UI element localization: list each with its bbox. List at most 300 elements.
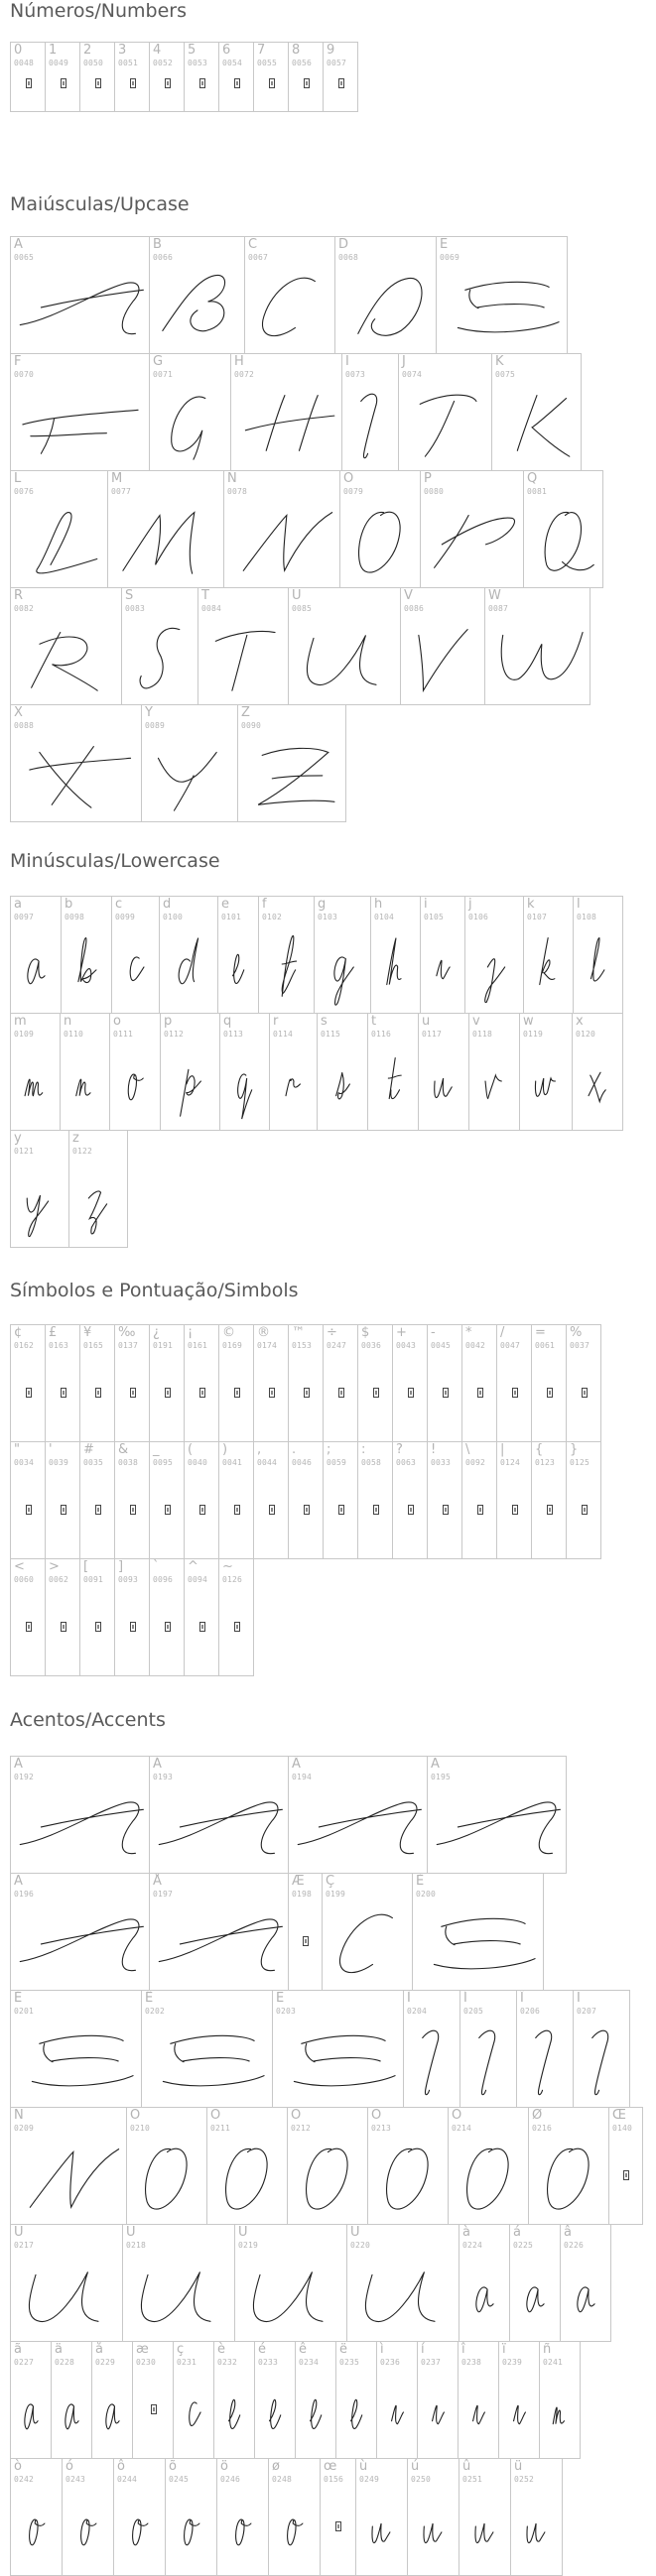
glyph-cell-0108[interactable] bbox=[573, 896, 623, 1014]
script-glyph-v bbox=[401, 588, 485, 705]
script-glyph-b bbox=[62, 897, 112, 1014]
glyph-cell-0234[interactable] bbox=[295, 2341, 336, 2459]
glyph-cell-0045[interactable] bbox=[427, 1324, 462, 1442]
glyph-cell-0162[interactable] bbox=[10, 1324, 46, 1442]
glyph-cell-0123[interactable] bbox=[531, 1441, 567, 1559]
glyph-cell-0206[interactable] bbox=[516, 1990, 574, 2108]
glyph-cell-0137[interactable] bbox=[114, 1324, 150, 1442]
script-glyph-e bbox=[142, 1991, 273, 2108]
glyph-cell-0191[interactable] bbox=[149, 1324, 185, 1442]
script-glyph-o bbox=[340, 471, 421, 588]
glyph-char-label: S bbox=[125, 588, 134, 603]
glyph-cell-0195[interactable] bbox=[427, 1756, 567, 1874]
glyph-code-label: 0104 bbox=[374, 913, 395, 921]
script-glyph-e bbox=[214, 2342, 255, 2459]
glyph-cell-0106[interactable] bbox=[464, 896, 524, 1014]
glyph-cell-0225[interactable] bbox=[509, 2224, 561, 2342]
glyph-char-label: U bbox=[292, 588, 302, 603]
glyph-cell-0033[interactable] bbox=[427, 1441, 462, 1559]
glyph-code-label: 0195 bbox=[431, 1773, 452, 1781]
glyph-cell-0163[interactable] bbox=[45, 1324, 80, 1442]
glyph-cell-0224[interactable] bbox=[459, 2224, 510, 2342]
script-glyph-b bbox=[150, 237, 245, 354]
script-glyph-e bbox=[437, 237, 568, 354]
glyph-stroke bbox=[372, 2523, 390, 2542]
glyph-cell-0198[interactable] bbox=[288, 1873, 323, 1991]
glyph-cell-0067[interactable] bbox=[244, 236, 335, 354]
script-glyph-a bbox=[11, 1874, 150, 1991]
glyph-code-label: 0199 bbox=[326, 1890, 346, 1899]
glyph-cell-0038[interactable] bbox=[114, 1441, 150, 1559]
glyph-cell-0125[interactable] bbox=[566, 1441, 601, 1559]
glyph-cell-0204[interactable] bbox=[403, 1990, 460, 2108]
glyph-cell-0247[interactable] bbox=[323, 1324, 358, 1442]
glyph-code-label: 0212 bbox=[291, 2124, 312, 2133]
glyph-cell-0211[interactable] bbox=[206, 2107, 288, 2225]
glyph-char-label: | bbox=[500, 1442, 505, 1457]
glyph-cell-0220[interactable] bbox=[346, 2224, 459, 2342]
glyph-stroke bbox=[307, 635, 376, 684]
glyph-char-label: n bbox=[64, 1014, 72, 1029]
glyph-cell-0085[interactable] bbox=[288, 587, 401, 705]
glyph-cell-0238[interactable] bbox=[458, 2341, 499, 2459]
glyph-stroke bbox=[458, 282, 559, 332]
glyph-char-label: ü bbox=[514, 2459, 523, 2474]
glyph-cell-0041[interactable] bbox=[218, 1441, 254, 1559]
glyph-cell-0071[interactable] bbox=[149, 353, 231, 471]
glyph-cell-0078[interactable] bbox=[223, 470, 340, 588]
glyph-code-label: 0039 bbox=[49, 1458, 69, 1467]
glyph-code-label: 0084 bbox=[201, 604, 222, 613]
glyph-code-label: 0112 bbox=[164, 1030, 185, 1039]
glyph-cell-0042[interactable] bbox=[461, 1324, 497, 1442]
glyph-cell-0210[interactable] bbox=[126, 2107, 207, 2225]
glyph-stroke bbox=[128, 1074, 143, 1100]
glyph-cell-0112[interactable] bbox=[160, 1013, 220, 1131]
glyph-cell-0070[interactable] bbox=[10, 353, 150, 471]
glyph-stroke bbox=[20, 283, 143, 334]
glyph-cell-0228[interactable] bbox=[51, 2341, 92, 2459]
glyph-cell-0080[interactable] bbox=[420, 470, 524, 588]
glyph-code-label: 0107 bbox=[527, 913, 548, 921]
glyph-cell-0096[interactable] bbox=[149, 1558, 185, 1676]
glyph-cell-0099[interactable] bbox=[111, 896, 160, 1014]
glyph-cell-0091[interactable] bbox=[79, 1558, 115, 1676]
script-glyph-o bbox=[110, 1014, 161, 1131]
glyph-cell-0055[interactable] bbox=[253, 42, 289, 112]
glyph-cell-0046[interactable] bbox=[288, 1441, 324, 1559]
glyph-cell-0118[interactable] bbox=[468, 1013, 520, 1131]
glyph-cell-0232[interactable] bbox=[213, 2341, 255, 2459]
glyph-cell-0076[interactable] bbox=[10, 470, 108, 588]
glyph-cell-0174[interactable] bbox=[253, 1324, 289, 1442]
glyph-cell-0079[interactable] bbox=[339, 470, 421, 588]
glyph-char-label: T bbox=[201, 588, 209, 603]
glyph-cell-0090[interactable] bbox=[237, 704, 346, 822]
glyph-cell-0052[interactable] bbox=[149, 42, 185, 112]
glyph-code-label: 0038 bbox=[118, 1458, 139, 1467]
glyph-cell-0203[interactable] bbox=[272, 1990, 404, 2108]
glyph-char-label: > bbox=[49, 1559, 60, 1574]
glyph-cell-0103[interactable] bbox=[314, 896, 371, 1014]
glyph-cell-0244[interactable] bbox=[113, 2458, 166, 2576]
glyph-cell-0196[interactable] bbox=[10, 1873, 150, 1991]
glyph-cell-0053[interactable] bbox=[184, 42, 219, 112]
script-glyph-u bbox=[419, 1014, 469, 1131]
script-glyph-a bbox=[459, 2225, 510, 2342]
glyph-cell-0039[interactable] bbox=[45, 1441, 80, 1559]
glyph-cell-0065[interactable] bbox=[10, 236, 150, 354]
glyph-cell-0058[interactable] bbox=[357, 1441, 393, 1559]
missing-glyph-icon bbox=[582, 1505, 588, 1515]
glyph-cell-0213[interactable] bbox=[367, 2107, 449, 2225]
glyph-char-label: N bbox=[227, 471, 237, 486]
glyph-code-label: 0087 bbox=[488, 604, 509, 613]
glyph-cell-0047[interactable] bbox=[496, 1324, 532, 1442]
glyph-cell-0233[interactable] bbox=[254, 2341, 296, 2459]
glyph-cell-0059[interactable] bbox=[323, 1441, 358, 1559]
glyph-cell-0245[interactable] bbox=[165, 2458, 217, 2576]
glyph-char-label: æ bbox=[136, 2342, 149, 2357]
glyph-cell-0057[interactable] bbox=[323, 42, 358, 112]
glyph-code-label: 0035 bbox=[83, 1458, 104, 1467]
missing-glyph-icon bbox=[199, 78, 205, 88]
glyph-cell-0236[interactable] bbox=[376, 2341, 418, 2459]
glyph-char-label: Ô bbox=[291, 2108, 302, 2123]
glyph-cell-0241[interactable] bbox=[539, 2341, 581, 2459]
glyph-char-label: 4 bbox=[153, 43, 162, 58]
glyph-cell-0209[interactable] bbox=[10, 2107, 127, 2225]
glyph-cell-0113[interactable] bbox=[219, 1013, 270, 1131]
glyph-cell-0051[interactable] bbox=[114, 42, 150, 112]
glyph-code-label: 0057 bbox=[327, 59, 347, 67]
glyph-stroke bbox=[553, 2407, 564, 2424]
glyph-cell-0114[interactable] bbox=[269, 1013, 318, 1131]
glyph-cell-0216[interactable] bbox=[528, 2107, 609, 2225]
glyph-char-label: m bbox=[14, 1014, 27, 1029]
glyph-cell-0084[interactable] bbox=[197, 587, 289, 705]
glyph-char-label: w bbox=[523, 1014, 534, 1029]
glyph-cell-0101[interactable] bbox=[217, 896, 259, 1014]
glyph-cell-0111[interactable] bbox=[109, 1013, 161, 1131]
glyph-char-label: K bbox=[495, 354, 504, 369]
glyph-cell-0056[interactable] bbox=[288, 42, 324, 112]
glyph-cell-0242[interactable] bbox=[10, 2458, 63, 2576]
glyph-stroke bbox=[361, 394, 377, 457]
glyph-cell-0200[interactable] bbox=[412, 1873, 544, 1991]
glyph-code-label: 0123 bbox=[535, 1458, 556, 1467]
glyph-cell-0093[interactable] bbox=[114, 1558, 150, 1676]
glyph-cell-0075[interactable] bbox=[491, 353, 582, 471]
glyph-cell-0239[interactable] bbox=[498, 2341, 540, 2459]
glyph-stroke bbox=[30, 2519, 45, 2545]
glyph-code-label: 0059 bbox=[327, 1458, 347, 1467]
glyph-cell-0202[interactable] bbox=[141, 1990, 273, 2108]
section-title-upper: Maiúsculas/Upcase bbox=[10, 193, 190, 215]
script-glyph-e bbox=[218, 897, 259, 1014]
glyph-cell-0122[interactable] bbox=[68, 1130, 128, 1248]
glyph-stroke bbox=[434, 1918, 535, 1969]
glyph-cell-0036[interactable] bbox=[357, 1324, 393, 1442]
script-glyph-p bbox=[161, 1014, 220, 1131]
glyph-code-label: 0249 bbox=[359, 2475, 380, 2484]
glyph-code-label: 0083 bbox=[125, 604, 146, 613]
glyph-cell-0107[interactable] bbox=[523, 896, 574, 1014]
missing-glyph-icon bbox=[338, 78, 344, 88]
glyph-stroke bbox=[419, 630, 467, 691]
glyph-cell-0120[interactable] bbox=[572, 1013, 623, 1131]
glyph-char-label: y bbox=[14, 1131, 22, 1146]
glyph-cell-0217[interactable] bbox=[10, 2224, 123, 2342]
glyph-code-label: 0110 bbox=[64, 1030, 84, 1039]
glyph-cell-0192[interactable] bbox=[10, 1756, 150, 1874]
glyph-cell-0199[interactable] bbox=[322, 1873, 413, 1991]
glyph-cell-0193[interactable] bbox=[149, 1756, 289, 1874]
glyph-cell-0121[interactable] bbox=[10, 1130, 69, 1248]
glyph-cell-0249[interactable] bbox=[355, 2458, 408, 2576]
glyph-cell-0212[interactable] bbox=[287, 2107, 368, 2225]
glyph-cell-0066[interactable] bbox=[149, 236, 245, 354]
missing-glyph-icon bbox=[199, 1388, 205, 1398]
glyph-char-label: t bbox=[371, 1014, 377, 1029]
glyph-char-label: 0 bbox=[14, 43, 23, 58]
glyph-cell-0104[interactable] bbox=[370, 896, 421, 1014]
glyph-stroke bbox=[179, 938, 198, 984]
glyph-stroke bbox=[527, 2523, 545, 2542]
glyph-char-label: ! bbox=[431, 1442, 437, 1457]
glyph-cell-0082[interactable] bbox=[10, 587, 122, 705]
glyph-code-label: 0056 bbox=[292, 59, 313, 67]
glyph-cell-0124[interactable] bbox=[496, 1441, 532, 1559]
glyph-cell-0050[interactable] bbox=[79, 42, 115, 112]
script-glyph-q bbox=[524, 471, 603, 588]
glyph-cell-0098[interactable] bbox=[61, 896, 112, 1014]
glyph-code-label: 0044 bbox=[257, 1458, 278, 1467]
glyph-stroke bbox=[433, 2405, 445, 2423]
script-glyph-u bbox=[459, 2459, 511, 2576]
glyph-cell-0063[interactable] bbox=[392, 1441, 428, 1559]
glyph-code-label: 0061 bbox=[535, 1341, 556, 1350]
glyph-cell-0077[interactable] bbox=[107, 470, 224, 588]
glyph-code-label: 0099 bbox=[115, 913, 136, 921]
glyph-char-label: ? bbox=[396, 1442, 403, 1457]
glyph-stroke bbox=[388, 1058, 401, 1099]
missing-glyph-icon bbox=[234, 1622, 240, 1632]
glyph-cell-0102[interactable] bbox=[258, 896, 315, 1014]
glyph-cell-0094[interactable] bbox=[184, 1558, 219, 1676]
glyph-cell-0251[interactable] bbox=[459, 2458, 511, 2576]
glyph-cell-0073[interactable] bbox=[341, 353, 399, 471]
glyph-stroke bbox=[392, 2405, 404, 2423]
glyph-cell-0116[interactable] bbox=[367, 1013, 419, 1131]
glyph-cell-0207[interactable] bbox=[573, 1990, 630, 2108]
glyph-cell-0153[interactable] bbox=[288, 1324, 324, 1442]
glyph-code-label: 0210 bbox=[130, 2124, 151, 2133]
glyph-cell-0083[interactable] bbox=[121, 587, 198, 705]
glyph-cell-0087[interactable] bbox=[484, 587, 590, 705]
glyph-code-label: 0193 bbox=[153, 1773, 174, 1781]
glyph-code-label: 0055 bbox=[257, 59, 278, 67]
glyph-char-label: \ bbox=[465, 1442, 470, 1457]
glyph-cell-0252[interactable] bbox=[510, 2458, 563, 2576]
missing-glyph-icon bbox=[338, 1505, 344, 1515]
script-glyph-o bbox=[166, 2459, 217, 2576]
glyph-cell-0126[interactable] bbox=[218, 1558, 254, 1676]
script-glyph-a bbox=[150, 1757, 289, 1874]
glyph-stroke bbox=[81, 2519, 96, 2545]
glyph-char-label: / bbox=[500, 1325, 505, 1340]
script-glyph-h bbox=[371, 897, 421, 1014]
glyph-cell-0246[interactable] bbox=[216, 2458, 269, 2576]
glyph-char-label: Û bbox=[238, 2225, 248, 2240]
glyph-cell-0086[interactable] bbox=[400, 587, 485, 705]
glyph-code-label: 0119 bbox=[523, 1030, 544, 1039]
glyph-cell-0034[interactable] bbox=[10, 1441, 46, 1559]
glyph-cell-0218[interactable] bbox=[122, 2224, 235, 2342]
glyph-cell-0229[interactable] bbox=[91, 2341, 133, 2459]
glyph-cell-0044[interactable] bbox=[253, 1441, 289, 1559]
glyph-cell-0097[interactable] bbox=[10, 896, 62, 1014]
glyph-char-label: h bbox=[374, 897, 383, 912]
glyph-stroke bbox=[514, 2405, 526, 2423]
glyph-char-label: Ë bbox=[276, 1991, 285, 2006]
glyph-cell-0060[interactable] bbox=[10, 1558, 46, 1676]
glyph-cell-0054[interactable] bbox=[218, 42, 254, 112]
glyph-cell-0110[interactable] bbox=[60, 1013, 110, 1131]
glyph-stroke bbox=[27, 1195, 48, 1237]
glyph-char-label: á bbox=[513, 2225, 521, 2240]
glyph-code-label: 0054 bbox=[222, 59, 243, 67]
glyph-code-label: 0082 bbox=[14, 604, 35, 613]
script-glyph-e bbox=[413, 1874, 544, 1991]
glyph-stroke bbox=[25, 1079, 43, 1096]
glyph-cell-0235[interactable] bbox=[335, 2341, 377, 2459]
glyph-cell-0226[interactable] bbox=[560, 2224, 611, 2342]
script-glyph-a bbox=[11, 237, 150, 354]
glyph-cell-0169[interactable] bbox=[218, 1324, 254, 1442]
script-glyph-l bbox=[11, 471, 108, 588]
glyph-cell-0194[interactable] bbox=[288, 1756, 428, 1874]
glyph-cell-0140[interactable] bbox=[608, 2107, 643, 2225]
glyph-cell-0231[interactable] bbox=[173, 2341, 214, 2459]
glyph-cell-0089[interactable] bbox=[141, 704, 238, 822]
glyph-cell-0074[interactable] bbox=[398, 353, 492, 471]
glyph-code-label: 0233 bbox=[258, 2358, 279, 2367]
glyph-char-label: £ bbox=[49, 1325, 58, 1340]
glyph-cell-0100[interactable] bbox=[159, 896, 218, 1014]
glyph-cell-0069[interactable] bbox=[436, 236, 568, 354]
glyph-cell-0205[interactable] bbox=[459, 1990, 517, 2108]
glyph-stroke bbox=[32, 2035, 133, 2086]
script-glyph-l bbox=[574, 897, 623, 1014]
glyph-cell-0040[interactable] bbox=[184, 1441, 219, 1559]
glyph-code-label: 0251 bbox=[462, 2475, 483, 2484]
glyph-cell-0214[interactable] bbox=[448, 2107, 529, 2225]
glyph-stroke bbox=[365, 2271, 435, 2321]
glyph-code-label: 0090 bbox=[241, 721, 262, 730]
glyph-code-label: 0161 bbox=[188, 1341, 208, 1350]
glyph-stroke bbox=[130, 957, 144, 981]
glyph-cell-0088[interactable] bbox=[10, 704, 142, 822]
glyph-cell-0156[interactable] bbox=[320, 2458, 356, 2576]
glyph-char-label: Ò bbox=[130, 2108, 141, 2123]
glyph-cell-0081[interactable] bbox=[523, 470, 603, 588]
glyph-cell-0068[interactable] bbox=[334, 236, 437, 354]
glyph-char-label: ñ bbox=[543, 2342, 552, 2357]
glyph-code-label: 0156 bbox=[324, 2475, 344, 2484]
glyph-char-label: à bbox=[462, 2225, 470, 2240]
glyph-cell-0250[interactable] bbox=[407, 2458, 459, 2576]
glyph-cell-0248[interactable] bbox=[268, 2458, 321, 2576]
glyph-char-label: ø bbox=[272, 2459, 280, 2474]
glyph-cell-0161[interactable] bbox=[184, 1324, 219, 1442]
glyph-cell-0197[interactable] bbox=[149, 1873, 289, 1991]
glyph-cell-0117[interactable] bbox=[418, 1013, 469, 1131]
glyph-code-label: 0047 bbox=[500, 1341, 521, 1350]
glyph-char-label: ^ bbox=[188, 1559, 198, 1574]
glyph-cell-0230[interactable] bbox=[132, 2341, 174, 2459]
glyph-code-label: 0049 bbox=[49, 59, 69, 67]
glyph-code-label: 0252 bbox=[514, 2475, 535, 2484]
glyph-cell-0048[interactable] bbox=[10, 42, 46, 112]
glyph-code-label: 0224 bbox=[462, 2241, 483, 2250]
glyph-stroke bbox=[30, 747, 131, 808]
glyph-cell-0049[interactable] bbox=[45, 42, 80, 112]
glyph-stroke bbox=[20, 1802, 143, 1854]
glyph-cell-0092[interactable] bbox=[461, 1441, 497, 1559]
glyph-code-label: 0207 bbox=[577, 2007, 597, 2016]
glyph-code-label: 0137 bbox=[118, 1341, 139, 1350]
glyph-char-label: È bbox=[416, 1874, 425, 1889]
glyph-code-label: 0058 bbox=[361, 1458, 382, 1467]
glyph-char-label: ¡ bbox=[188, 1325, 194, 1340]
glyph-cell-0037[interactable] bbox=[566, 1324, 601, 1442]
glyph-cell-0165[interactable] bbox=[79, 1324, 115, 1442]
glyph-cell-0109[interactable] bbox=[10, 1013, 61, 1131]
glyph-cell-0227[interactable] bbox=[10, 2341, 52, 2459]
glyph-stroke bbox=[527, 2287, 544, 2312]
glyph-stroke bbox=[536, 2030, 552, 2094]
glyph-char-label: ¢ bbox=[14, 1325, 23, 1340]
glyph-cell-0115[interactable] bbox=[317, 1013, 368, 1131]
script-glyph-a bbox=[11, 897, 62, 1014]
glyph-cell-0119[interactable] bbox=[519, 1013, 573, 1131]
glyph-cell-0237[interactable] bbox=[417, 2341, 459, 2459]
glyph-cell-0201[interactable] bbox=[10, 1990, 142, 2108]
glyph-cell-0072[interactable] bbox=[230, 353, 342, 471]
script-glyph-u bbox=[123, 2225, 235, 2342]
glyph-char-label: ‰ bbox=[118, 1325, 136, 1340]
glyph-code-label: 0095 bbox=[153, 1458, 174, 1467]
glyph-code-label: 0085 bbox=[292, 604, 313, 613]
glyph-cell-0062[interactable] bbox=[45, 1558, 80, 1676]
glyph-stroke bbox=[359, 512, 401, 572]
script-glyph-i bbox=[517, 1991, 574, 2108]
glyph-code-label: 0238 bbox=[461, 2358, 482, 2367]
glyph-cell-0035[interactable] bbox=[79, 1441, 115, 1559]
glyph-cell-0043[interactable] bbox=[392, 1324, 428, 1442]
glyph-char-label: G bbox=[153, 354, 164, 369]
glyph-char-label: é bbox=[258, 2342, 266, 2357]
glyph-cell-0095[interactable] bbox=[149, 1441, 185, 1559]
glyph-cell-0219[interactable] bbox=[234, 2224, 347, 2342]
glyph-cell-0061[interactable] bbox=[531, 1324, 567, 1442]
glyph-code-label: 0242 bbox=[14, 2475, 35, 2484]
glyph-cell-0105[interactable] bbox=[420, 896, 465, 1014]
missing-glyph-icon bbox=[95, 1622, 101, 1632]
glyph-cell-0243[interactable] bbox=[62, 2458, 114, 2576]
glyph-code-label: 0072 bbox=[234, 370, 255, 379]
